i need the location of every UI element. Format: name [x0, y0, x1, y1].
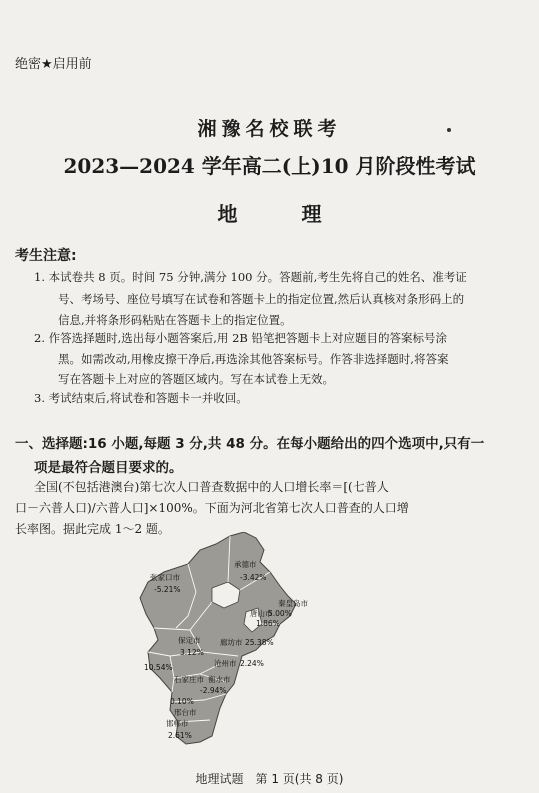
city-value-qinhuangdao: 1.86% — [256, 619, 280, 628]
city-value-hengshui: -2.94% — [200, 686, 227, 695]
city-value-xingtai: 0.10% — [170, 697, 194, 706]
question-stem: 全国(不包括港澳台)第七次人口普查数据中的人口增长率＝[(七普人 — [34, 480, 389, 494]
city-name-cangzhou: 沧州市 — [214, 659, 237, 668]
city-name-zhangjiakou: 张家口市 — [150, 573, 180, 582]
city-name-tangshan: 唐山市 — [250, 609, 273, 618]
confidential-mark: 绝密★启用前 — [15, 57, 92, 72]
notice-line: 3. 考试结束后,将试卷和答题卡一并收回。 — [34, 391, 248, 405]
city-name-langfang: 廊坊市 — [220, 638, 243, 647]
city-value-handan: 2.61% — [168, 731, 192, 740]
city-name-chengde: 承德市 — [234, 560, 257, 569]
city-value-zhangjiakou: -5.21% — [154, 585, 181, 594]
hebei-population-growth-map — [130, 532, 330, 750]
city-name-handan: 邯郸市 — [166, 719, 189, 728]
exam-organizer: 湘豫名校联考 — [197, 118, 342, 140]
notice-line: 2. 作答选择题时,选出每小题答案后,用 2B 铅笔把答题卡上对应题目的答案标号涂 — [34, 331, 448, 345]
question-stem: 口－六普人口)/六普人口]×100%。下面为河北省第七次人口普查的人口增 — [15, 501, 409, 515]
subject-title: 地 理 — [217, 202, 344, 226]
section-heading: 一、选择题:16 小题,每题 3 分,共 48 分。在每小题给出的四个选项中,只有一 — [15, 436, 485, 452]
page-footer: 地理试题 第 1 页(共 8 页) — [195, 772, 344, 786]
city-value-chengde: -3.42% — [240, 573, 267, 582]
notice-line: 号、考场号、座位号填写在试卷和答题卡上的指定位置,然后认真核对条形码上的 — [58, 292, 465, 306]
notice-line: 写在答题卡上对应的答题区域内。写在本试卷上无效。 — [58, 372, 334, 386]
section-heading-cont: 项是最符合题目要求的。 — [34, 460, 183, 476]
exam-title: 2023—2024 学年高二(上)10 月阶段性考试 — [63, 154, 476, 178]
city-name-xingtai: 邢台市 — [174, 708, 197, 717]
question-stem: 长率图。据此完成 1～2 题。 — [15, 522, 170, 536]
notice-line: 信息,并将条形码粘贴在答题卡上的指定位置。 — [58, 313, 292, 327]
city-value-tangshan: 5.00% — [268, 609, 292, 618]
city-value-langfang: 25.38% — [245, 638, 274, 647]
city-value-baoding: 3.12% — [180, 648, 204, 657]
city-name-qinhuangdao: 秦皇岛市 — [278, 599, 308, 608]
city-name-shijiazhuang: 石家庄市 — [174, 675, 204, 684]
city-name-baoding: 保定市 — [178, 636, 201, 645]
city-value-cangzhou: 2.24% — [240, 659, 264, 668]
city-value-shijiazhuang: 10.54% — [144, 663, 173, 672]
city-name-hengshui: 衡水市 — [208, 675, 231, 684]
notice-line: 黑。如需改动,用橡皮擦干净后,再选涂其他答案标号。作答非选择题时,将答案 — [58, 352, 449, 366]
notice-line: 1. 本试卷共 8 页。时间 75 分钟,满分 100 分。答题前,考生先将自己的姓名、准考证 — [34, 270, 467, 284]
notice-heading: 考生注意: — [15, 248, 77, 264]
